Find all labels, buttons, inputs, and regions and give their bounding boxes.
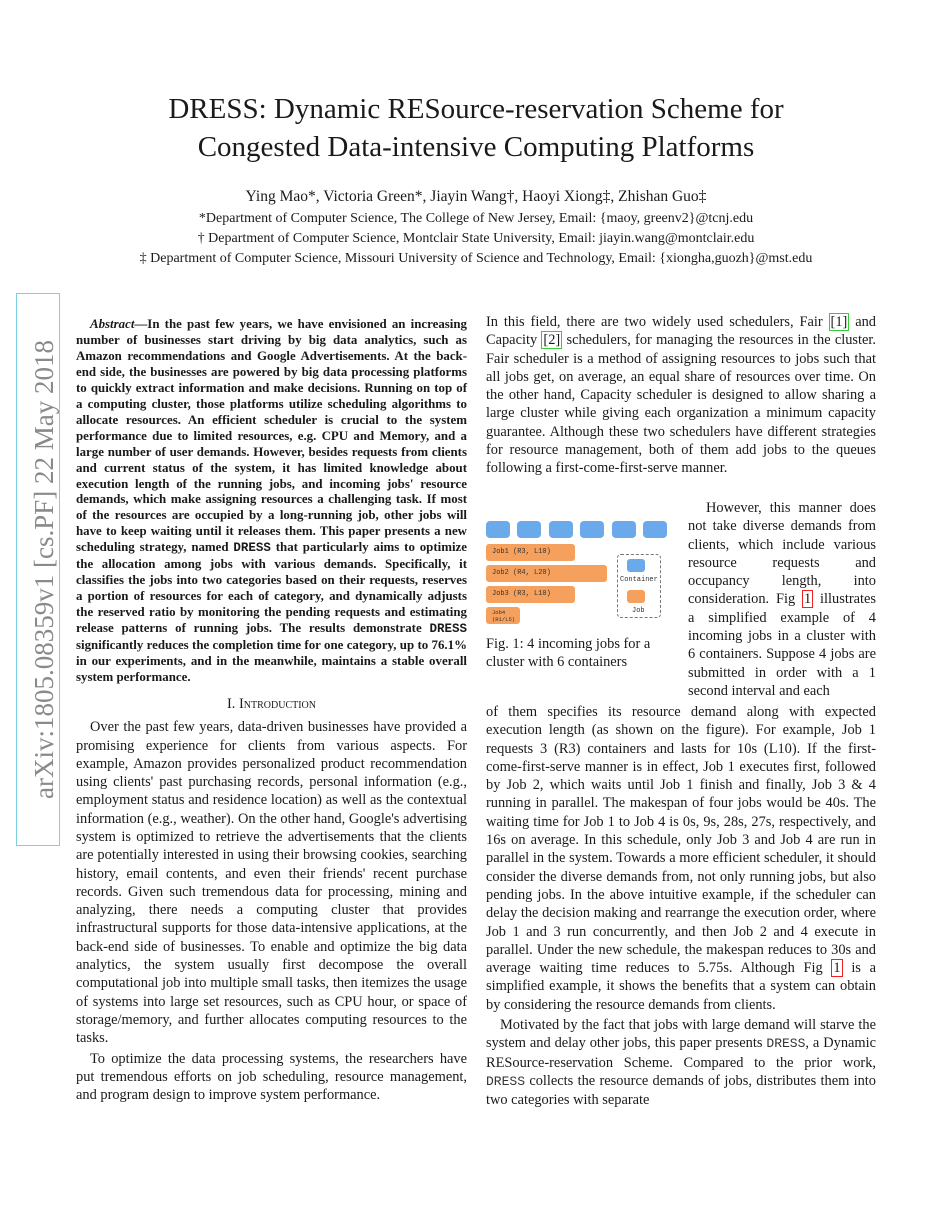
- legend-job-label: Job: [632, 607, 645, 615]
- container-block: [580, 521, 604, 538]
- text-span: schedulers, for managing the resources in the cluster. Fair scheduler is a method of assigning resources to jobs such that all jobs get, on average, an equal share of resources over time. On the other hand, Capacity scheduler is designed to allow sharing a large cluster while giving each organization a minimum capacity guarantee. Although these two schedulers have different strategies for resource management, both of them add jobs to the queues following a first-come-first-serve manner.: [486, 332, 877, 477]
- title-line-1: DRESS: Dynamic RESource-reservation Scheme for: [168, 93, 784, 125]
- dress-name: DRESS: [233, 541, 271, 556]
- dress-name: DRESS: [486, 1073, 526, 1089]
- right-side-text: [688, 499, 876, 700]
- right-paragraph-2-rest: [486, 703, 876, 1014]
- abstract-text-2: that particularly aims to optimize the allocation among jobs with various demands. Specifically, it classifies the jobs into two categories based on their requests, reserves a portion of resources for each of category, and dynamically adjusts the reserved ratio by monitoring the pending requests and estimating release patterns of running jobs. The results demonstrate: [76, 540, 467, 636]
- legend-container-label: Container: [620, 576, 658, 584]
- citation-link[interactable]: [1]: [830, 314, 848, 330]
- abstract: [76, 317, 467, 686]
- dress-name: DRESS: [429, 622, 467, 637]
- text-span: of them specifies its resource demand along with expected execution length (as shown on the figure). For example, Job 1 requests 3 (R3) containers and lasts for 10s (L10). If the first-come-first-serve manner is in effect, Job 1 executes first, followed by Job 2, which waits until Job 1 finish and finally, Job 3 & 4 running in parallel. The makespan of four jobs would be 40s. The waiting time for Job 1 to Job 4 is 0s, 9s, 28s, 27s, respectively, and 16s on average. In this schedule, only Job 3 and Job 4 are run in parallel in the system. Towards a more efficient scheduler, it should consider the diverse demands from, not only running jobs, but also pending jobs. In the above intuitive example, if the scheduler can delay the decision making and rearrange the execution order, where Job 1 and 3 run concurrently, and then Job 2 and 4 execute in parallel. Under the new schedule, the makespan reduces to 30s and average waiting time reduces to 5.75s. Although Fig: [486, 704, 876, 977]
- container-block: [549, 521, 573, 538]
- figure-ref-link[interactable]: 1: [804, 591, 812, 608]
- figure-ref-link[interactable]: 1: [833, 960, 841, 977]
- section-heading-introduction: I. Introduction: [227, 695, 316, 712]
- figure-1-caption: Fig. 1: 4 incoming jobs for a cluster with 6 containers: [486, 636, 651, 671]
- author-list: Ying Mao*, Victoria Green*, Jiayin Wang†, Haoyi Xiong‡, Zhishan Guo‡: [245, 188, 707, 205]
- job-bar-2: Job2 (R4, L20): [486, 565, 607, 582]
- text-span: illustrates a simplified example of 4 incoming jobs in a cluster with 6 containers. Suppose 4 jobs are submitted in order with a 1 second interval and each: [688, 591, 876, 699]
- text-span: collects the resource demands of jobs, distributes them into two categories with separate: [486, 1072, 876, 1109]
- job-bar-4: Job4 (R1/L5): [486, 607, 520, 624]
- job-bar-3: Job3 (R3, L10): [486, 586, 575, 603]
- container-block: [517, 521, 541, 538]
- right-column-top: [486, 313, 876, 478]
- intro-paragraph-2: To optimize the data processing systems, the researchers have put tremendous efforts on job scheduling, resource management, and program design to improve system performance.: [76, 1050, 467, 1104]
- affiliation-3: ‡ Department of Computer Science, Missouri University of Science and Technology, Email: {xiongha,guozh}@mst.edu: [139, 251, 813, 266]
- right-paragraph-1: [486, 313, 876, 478]
- abstract-lead: Abstract: [90, 317, 135, 331]
- right-column-bottom: [486, 703, 876, 1110]
- title-line-2: Congested Data-intensive Computing Platforms: [197, 131, 755, 163]
- text-span: and Capacity: [486, 314, 876, 349]
- right-paragraph-2-side: [688, 499, 876, 700]
- text-span: is a simplified example, it shows the benefits that a system can obtain by considering the resource demands from clients.: [486, 960, 877, 1013]
- text-span: In this field, there are two widely used schedulers, Fair: [486, 314, 829, 330]
- container-block: [486, 521, 510, 538]
- abstract-text-3: significantly reduces the completion time for one category, up to 76.1% in our experiments, and in the meanwhile, maintains a stable overall system performance.: [76, 638, 467, 684]
- arxiv-stamp: arXiv:1805.08359v1 [cs.PF] 22 May 2018: [29, 340, 59, 799]
- paper-title: [0, 90, 952, 166]
- affiliation-2: † Department of Computer Science, Montclair State University, Email: jiayin.wang@montclair.edu: [197, 231, 755, 246]
- text-span: Motivated by the fact that jobs with large demand will starve the system and delay other jobs, this paper presents: [486, 1017, 876, 1052]
- legend-job-swatch: [627, 590, 645, 603]
- citation-link[interactable]: [2]: [543, 332, 561, 349]
- intro-paragraph-1: Over the past few years, data-driven businesses have provided a promising experience for clients from various aspects. For example, Amazon provides personalized product recommendation using clients' past purchasing records, personal information (e.g., employment status and residence location) as well as the contextual information (e.g., weather). On the other hand, Google's advertising system is optimized to retrieve the advertisements that the clients are potentially interested in using their browsing cookies, searching history, email contents, and even their friends' recent purchase records. Given such tremendous data for processing, mining and analyzing, there needs a computing cluster that provides infrastructural supports for those data-intensive applications, at the back-end side of businesses. To enable and optimize the big data analytics, the system usually first decompose the overall computational job into multiple small tasks, then itemizes the usage of systems into large set resources, such as CPU hour, or space of storage/memory, and further allocates computing resources to the tasks.: [76, 719, 467, 1047]
- right-paragraph-3: [486, 1016, 876, 1109]
- text-span: , a Dynamic RESource-reservation Scheme. Compared to the prior work,: [486, 1035, 876, 1071]
- figure-1: [486, 517, 676, 629]
- job-bar-1: Job1 (R3, L10): [486, 544, 575, 561]
- affiliation-1: *Department of Computer Science, The College of New Jersey, Email: {maoy, greenv2}@tcnj.edu: [198, 211, 754, 226]
- container-block: [612, 521, 636, 538]
- left-column: [76, 317, 467, 1104]
- legend-container-swatch: [627, 559, 645, 572]
- dress-name: DRESS: [766, 1036, 806, 1052]
- container-block: [643, 521, 667, 538]
- abstract-text-1: —In the past few years, we have envisioned an increasing number of businesses start driving by big data analytics, such as Amazon recommendations and Google Advertisements. At the back-end side, the businesses are powered by big data processing platforms to quickly extract information and make decisions. Running on top of a computing cluster, those platforms utilize scheduling algorithms to allocate resources. An efficient scheduler is crucial to the system performance due to limited resources, e.g. CPU and Memory, and a large number of user demands. However, besides requests from clients and current status of the system, it has limited knowledge about execution length of the running jobs, and incoming jobs' resource demands, which make assigning resources a challenging task. If most of the resources are occupied by a long-running job, other jobs will have to keep waiting until it releases them. This paper presents a new scheduling strategy, named: [76, 317, 467, 555]
- text-span: However, this manner does not take diverse demands from clients, which include various resource requests and occupancy length, into consideration. Fig: [688, 500, 876, 608]
